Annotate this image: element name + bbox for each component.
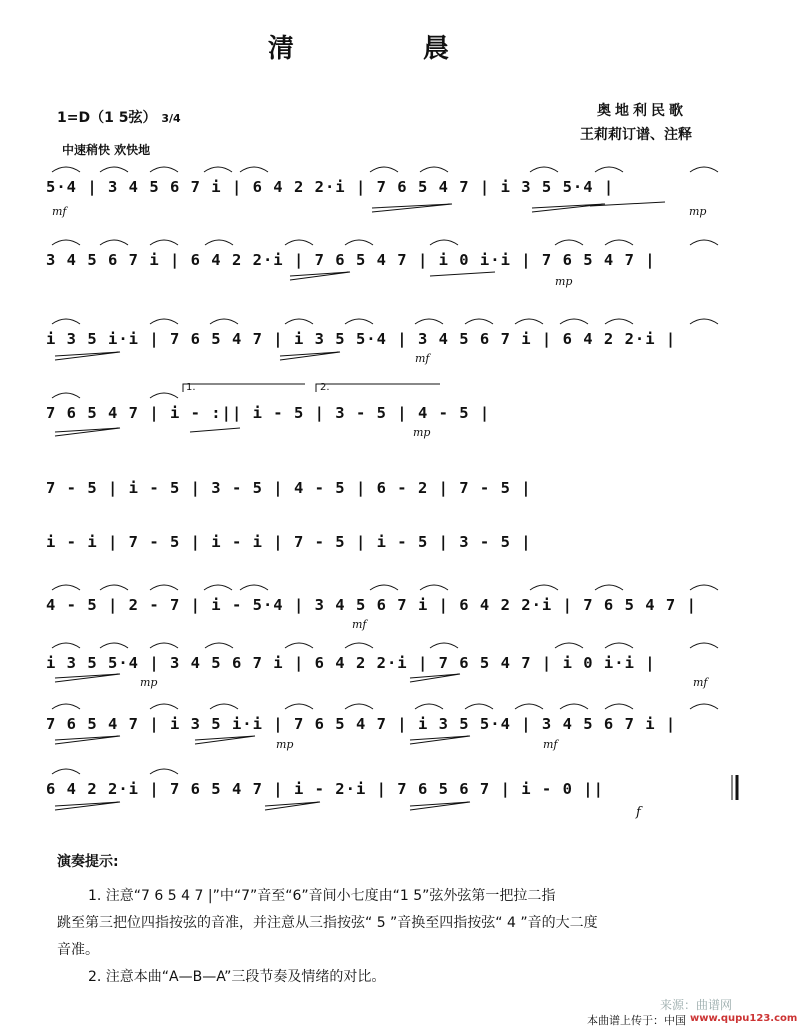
slur-mark [530,167,558,172]
slur-mark [52,319,80,324]
slur-mark [204,585,232,590]
slur-mark [415,319,443,324]
slur-mark [52,769,80,774]
tempo-marking: 中速稍快 欢快地 [62,143,151,157]
slur-mark [465,319,493,324]
slur-mark [100,240,128,245]
slur-mark [430,643,458,648]
slur-mark [690,167,718,172]
score-row-1: 5·4 | 3 4 5 6 7 i | 6 4 2 2·i | 7 6 5 4 7 | i 3 5 5·4 | [46,178,615,196]
dynamic-mark: mp [276,738,294,751]
slur-mark [415,704,443,709]
score-row-6: i - i | 7 - 5 | i - i | 7 - 5 | i - 5 | 3 - 5 | [46,533,532,551]
slur-mark [605,319,633,324]
score-row-9: 7 6 5 4 7 | i 3 5 i·i | 7 6 5 4 7 | i 3 5 5·4 | 3 4 5 6 7 i | [46,715,677,733]
slur-mark [52,393,80,398]
slur-mark [150,769,178,774]
score-row-8: i 3 5 5·4 | 3 4 5 6 7 i | 6 4 2 2·i | 7 6 5 4 7 | i 0 i·i | [46,654,656,672]
watermark-url: www.qupu123.com [690,1013,797,1024]
slur-mark [210,319,238,324]
slur-mark [515,319,543,324]
slur-mark [285,240,313,245]
slur-mark [205,643,233,648]
time-signature: 3/4 [161,112,181,125]
slur-mark [150,393,178,398]
slur-mark [52,167,80,172]
dynamic-mark: mf [693,676,708,689]
origin-label: 奥地利民歌 [597,103,687,119]
slur-mark [370,167,398,172]
slur-mark [555,643,583,648]
slur-mark [530,585,558,590]
slur-mark [285,704,313,709]
slur-mark [605,643,633,648]
key-signature-text: 1=D（1 5弦） [57,110,157,126]
slur-mark [595,585,623,590]
editor-label: 王莉莉订谱、注释 [580,127,692,143]
slur-mark [285,319,313,324]
score-row-3: i 3 5 i·i | 7 6 5 4 7 | i 3 5 5·4 | 3 4 5 6 7 i | 6 4 2 2·i | [46,330,677,348]
slur-mark [370,585,398,590]
slur-mark [150,643,178,648]
dynamic-mark: mp [689,205,707,218]
dynamic-mark: mf [52,205,67,218]
performance-note-1-cont: 跳至第三把位四指按弦的音准，并注意从三指按弦“ 5 ”音换至四指按弦“ 4 ”音的大二度 [57,915,598,931]
slur-mark [100,167,128,172]
slur-mark [345,319,373,324]
dynamic-mark: mf [543,738,558,751]
slur-mark [560,704,588,709]
performance-notes-title: 演奏提示: [57,854,119,870]
slur-mark [690,585,718,590]
slur-mark [515,704,543,709]
performance-note-1-end: 音准。 [57,942,99,958]
slur-mark [560,319,588,324]
slur-mark [150,167,178,172]
slur-mark [52,240,80,245]
score-row-7: 4 - 5 | 2 - 7 | i - 5·4 | 3 4 5 6 7 i | 6 4 2 2·i | 7 6 5 4 7 | [46,596,697,614]
dynamic-mark: f [636,805,641,820]
slur-mark [52,643,80,648]
dynamic-mark: mp [140,676,158,689]
slur-mark [210,704,238,709]
slur-mark [465,704,493,709]
slur-mark [285,643,313,648]
volta-1: 1. [186,382,196,393]
volta-2: 2. [320,382,330,393]
slur-mark [345,704,373,709]
slur-mark [150,319,178,324]
slur-mark [205,240,233,245]
slur-mark [555,240,583,245]
slur-mark [150,704,178,709]
slur-mark [52,585,80,590]
slur-mark [430,240,458,245]
slur-mark [605,240,633,245]
slur-mark [150,585,178,590]
dynamic-mark: mp [413,426,431,439]
performance-note-1: 1. 注意“7 6 5 4 7 |”中“7”音至“6”音间小七度由“1 5”弦外弦第一把拉二指 [88,888,556,904]
slur-mark [204,167,232,172]
slur-mark [240,167,268,172]
watermark: 来源：曲谱网 [660,998,733,1012]
dynamic-mark: mp [555,275,573,288]
score-row-10: 6 4 2 2·i | 7 6 5 4 7 | i - 2·i | 7 6 5 6 7 | i - 0 || [46,780,604,798]
slur-mark [420,585,448,590]
slur-mark [345,240,373,245]
footer-text: 本曲谱上传于：中国 [587,1014,686,1027]
performance-note-2: 2. 注意本曲“A—B—A”三段节奏及情绪的对比。 [88,969,386,985]
slur-mark [690,319,718,324]
slur-mark [690,704,718,709]
slur-mark [690,240,718,245]
slur-mark [150,240,178,245]
slur-mark [100,585,128,590]
slur-mark [605,704,633,709]
dynamic-mark: mf [352,618,367,631]
score-row-4: 7 6 5 4 7 | i - :|| i - 5 | 3 - 5 | 4 - 5 | [46,404,491,422]
slur-mark [52,704,80,709]
page-title: 清 晨 [267,34,510,64]
score-row-2: 3 4 5 6 7 i | 6 4 2 2·i | 7 6 5 4 7 | i 0 i·i | 7 6 5 4 7 | [46,251,656,269]
score-row-5: 7 - 5 | i - 5 | 3 - 5 | 4 - 5 | 6 - 2 | 7 - 5 | [46,479,532,497]
dynamic-mark: mf [415,352,430,365]
slur-mark [690,643,718,648]
slur-mark [345,643,373,648]
slur-mark [240,585,268,590]
slur-mark [595,167,623,172]
slur-mark [100,643,128,648]
slur-mark [420,167,448,172]
